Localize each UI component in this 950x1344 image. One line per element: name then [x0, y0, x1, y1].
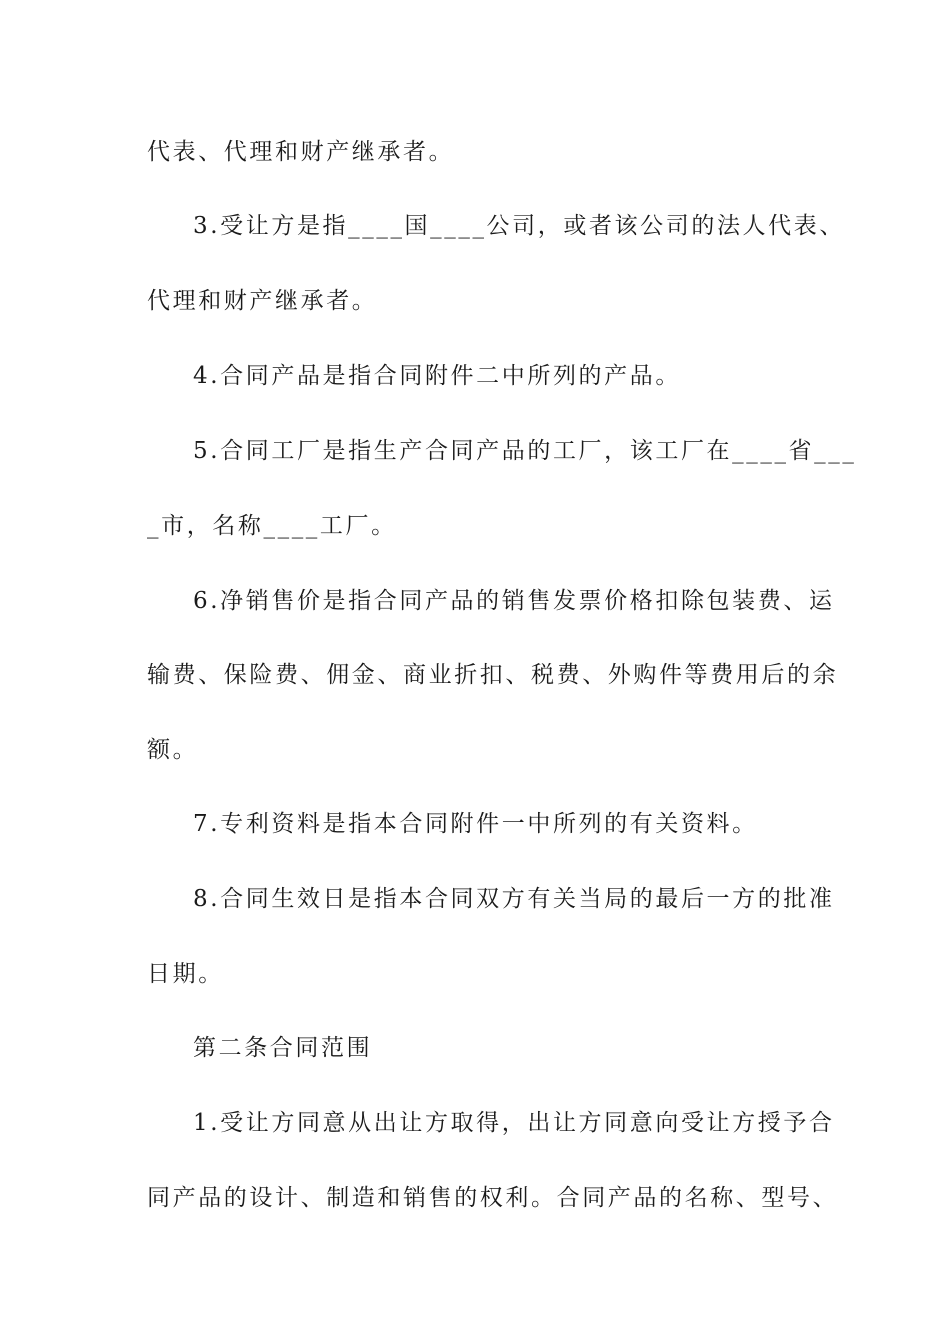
text-line: 7.专利资料是指本合同附件一中所列的有关资料。 [193, 811, 758, 837]
text-line: 5.合同工厂是指生产合同产品的工厂，该工厂在____省___ [193, 438, 857, 464]
text-line: 8.合同生效日是指本合同双方有关当局的最后一方的批准 [193, 886, 835, 912]
section-heading: 第二条合同范围 [193, 1035, 373, 1061]
text-line: 同产品的设计、制造和销售的权利。合同产品的名称、型号、 [147, 1185, 839, 1211]
text-line: 额。 [147, 737, 199, 763]
text-line: 1.受让方同意从出让方取得，出让方同意向受让方授予合 [193, 1110, 835, 1136]
text-line: 4.合同产品是指合同附件二中所列的产品。 [193, 363, 681, 389]
text-line: 日期。 [147, 961, 224, 987]
text-line: 6.净销售价是指合同产品的销售发票价格扣除包装费、运 [193, 588, 835, 614]
text-line: 输费、保险费、佣金、商业折扣、税费、外购件等费用后的余 [147, 662, 839, 688]
text-line: 代理和财产继承者。 [147, 288, 378, 314]
text-line: 代表、代理和财产继承者。 [147, 139, 455, 165]
text-line: 3.受让方是指____国____公司，或者该公司的法人代表、 [193, 213, 845, 239]
text-line: _市，名称____工厂。 [147, 513, 397, 539]
